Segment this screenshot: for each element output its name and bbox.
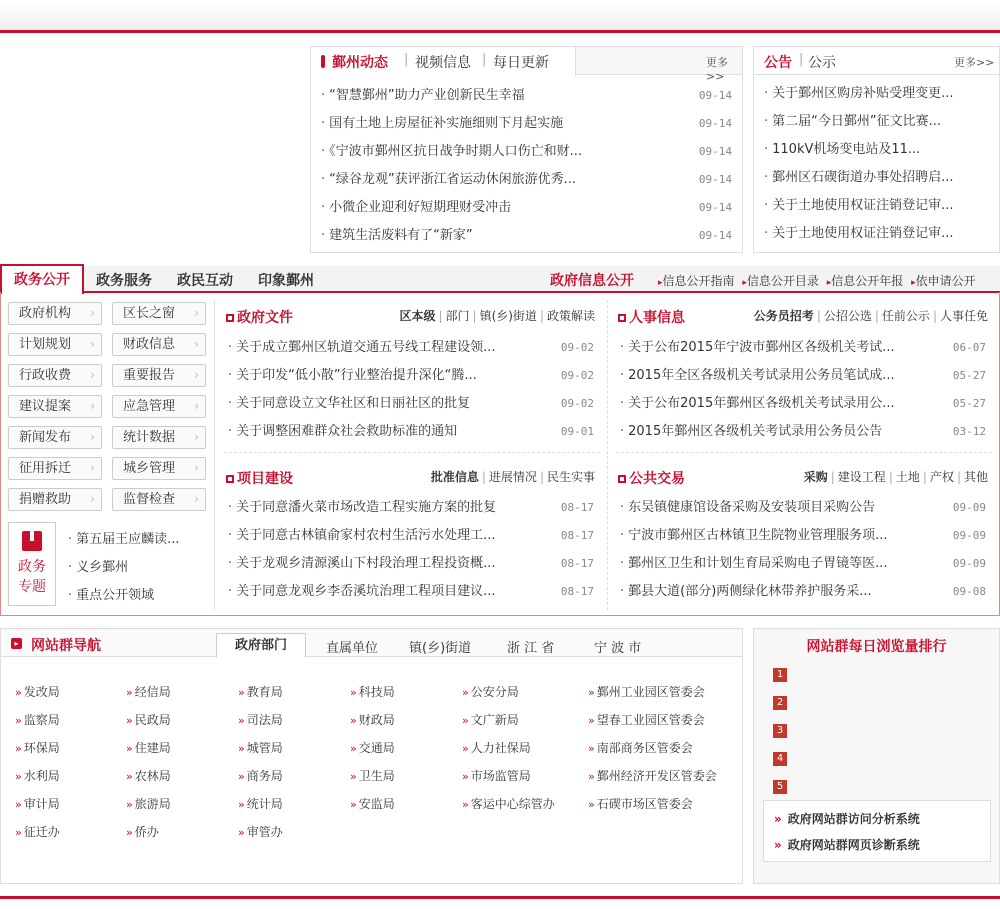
news-more-link[interactable]: 更多>> bbox=[706, 56, 728, 83]
tab-nav-towns[interactable]: 镇(乡)街道 bbox=[409, 641, 472, 656]
site-nav-icon: ▸ bbox=[11, 638, 22, 649]
site-link[interactable]: » 水利局 bbox=[15, 767, 60, 784]
hr-row[interactable] bbox=[610, 334, 996, 362]
section-title-docs[interactable] bbox=[226, 307, 293, 327]
doc-row[interactable] bbox=[218, 334, 604, 362]
section-title-trade[interactable] bbox=[618, 468, 685, 488]
ranking-link[interactable] bbox=[774, 836, 920, 853]
news-row[interactable] bbox=[311, 110, 742, 138]
double-chevron-icon: » bbox=[774, 838, 782, 852]
square-icon bbox=[226, 475, 234, 483]
square-icon bbox=[618, 314, 626, 322]
hr-date: 05-27 bbox=[952, 397, 986, 410]
category-label: 应急管理 bbox=[123, 399, 176, 414]
site-link[interactable]: » 石碶市场区管委会 bbox=[588, 795, 693, 812]
ranking-link[interactable] bbox=[774, 810, 920, 827]
sublink[interactable]: 政策解读 bbox=[546, 309, 595, 323]
trade-date: 09-09 bbox=[952, 501, 986, 514]
site-link[interactable]: » 客运中心综管办 bbox=[462, 795, 555, 812]
category-label: 重要报告 bbox=[123, 368, 176, 383]
category-button[interactable] bbox=[112, 364, 206, 387]
site-link[interactable]: » 审计局 bbox=[15, 795, 60, 812]
section-title-text: 项目建设 bbox=[237, 471, 293, 487]
chevron-right-icon: › bbox=[90, 430, 95, 444]
site-link[interactable]: » 审管办 bbox=[238, 823, 283, 840]
site-link[interactable]: » 经信局 bbox=[126, 683, 171, 700]
sublink[interactable]: 公招公选 bbox=[823, 309, 872, 323]
notice-row[interactable] bbox=[754, 164, 999, 192]
vertical-divider bbox=[214, 300, 215, 610]
hr-row[interactable] bbox=[610, 418, 996, 446]
notice-title[interactable]: · 第二届“今日鄞州”征文比赛... bbox=[764, 108, 989, 136]
site-link[interactable]: » 环保局 bbox=[15, 739, 60, 756]
news-title[interactable]: · 国有土地上房屋征补实施细则下月起实施 bbox=[321, 110, 641, 138]
category-button[interactable] bbox=[112, 302, 206, 325]
project-title[interactable]: · 关于同意古林镇俞家村农村生活污水处理工... bbox=[228, 522, 528, 550]
site-nav-grid bbox=[1, 679, 742, 879]
site-link[interactable]: » 教育局 bbox=[238, 683, 283, 700]
rank-number: 2 bbox=[773, 696, 787, 710]
gov-info-links bbox=[658, 272, 976, 289]
news-title[interactable]: · “绿谷龙观”获评浙江省运动休闲旅游优秀... bbox=[321, 166, 641, 194]
tab-gov-interaction[interactable]: 政民互动 bbox=[177, 273, 233, 289]
site-nav-title: 网站群导航 bbox=[31, 638, 101, 654]
site-link[interactable]: » 交通局 bbox=[350, 739, 395, 756]
section-title-projects[interactable] bbox=[226, 468, 293, 488]
hr-title[interactable]: · 2015年鄞州区各级机关考试录用公务员公告 bbox=[620, 418, 920, 446]
chevron-right-icon: › bbox=[90, 399, 95, 413]
site-link[interactable]: » 监察局 bbox=[15, 711, 60, 728]
trade-row[interactable] bbox=[610, 494, 996, 522]
category-button[interactable] bbox=[8, 333, 102, 356]
category-button[interactable] bbox=[8, 488, 102, 511]
site-link[interactable]: » 民政局 bbox=[126, 711, 171, 728]
site-link[interactable]: » 卫生局 bbox=[350, 767, 395, 784]
tab-nav-departments[interactable]: 政府部门 bbox=[216, 633, 306, 658]
sublink[interactable]: 建设工程 bbox=[837, 470, 886, 484]
hr-title[interactable]: · 关于公布2015年鄞州区各级机关考试录用公... bbox=[620, 390, 920, 418]
arrow-icon: ▸ bbox=[742, 278, 747, 288]
section-title-text: 公共交易 bbox=[629, 471, 685, 487]
info-link[interactable]: 信息公开目录 bbox=[746, 274, 819, 288]
special-link[interactable]: · 第五届王应麟读... bbox=[68, 528, 180, 547]
section-title-text: 政府文件 bbox=[237, 310, 293, 326]
doc-date: 09-02 bbox=[560, 341, 594, 354]
sublink[interactable]: 人事任免 bbox=[939, 309, 988, 323]
site-link[interactable]: » 住建局 bbox=[126, 739, 171, 756]
rank-number: 1 bbox=[773, 668, 787, 682]
project-row[interactable] bbox=[218, 578, 604, 606]
chevron-right-icon: › bbox=[194, 368, 199, 382]
news-date: 09-14 bbox=[698, 145, 732, 158]
chevron-right-icon: › bbox=[194, 492, 199, 506]
hr-row[interactable] bbox=[610, 390, 996, 418]
notice-box bbox=[753, 46, 1000, 253]
sublink[interactable]: 采购 bbox=[803, 470, 828, 484]
chevron-right-icon: › bbox=[90, 368, 95, 382]
doc-row[interactable] bbox=[218, 362, 604, 390]
notice-row[interactable] bbox=[754, 80, 999, 108]
tab-nav-affiliates[interactable]: 直属单位 bbox=[326, 641, 379, 656]
chevron-right-icon: › bbox=[194, 399, 199, 413]
section-title-text: 人事信息 bbox=[629, 310, 685, 326]
news-title[interactable]: · 小微企业迎利好短期理财受冲击 bbox=[321, 194, 641, 222]
special-topic-label: 专题 bbox=[18, 579, 46, 595]
horizontal-divider bbox=[616, 452, 992, 453]
rank-number: 4 bbox=[773, 752, 787, 766]
special-link[interactable]: · 义乡鄞州 bbox=[68, 556, 128, 575]
hr-date: 06-07 bbox=[952, 341, 986, 354]
project-title[interactable]: · 关于龙观乡清源溪山下村段治理工程投资概... bbox=[228, 550, 528, 578]
hr-date: 05-27 bbox=[952, 369, 986, 382]
trade-links: 采购 | 建设工程 | 土地 | 产权 | 其他 bbox=[803, 470, 988, 484]
sublink[interactable]: 镇(乡)街道 bbox=[479, 309, 537, 323]
site-link[interactable]: » 科技局 bbox=[350, 683, 395, 700]
category-button[interactable] bbox=[112, 426, 206, 449]
special-topic-label: 政务 bbox=[18, 559, 46, 575]
news-row[interactable] bbox=[311, 194, 742, 222]
category-label: 捐赠救助 bbox=[19, 492, 72, 507]
hr-title[interactable]: · 关于公布2015年宁波市鄞州区各级机关考试... bbox=[620, 334, 920, 362]
sublink[interactable]: 任前公示 bbox=[881, 309, 930, 323]
rank-number: 5 bbox=[773, 780, 787, 794]
project-row[interactable] bbox=[218, 494, 604, 522]
trade-date: 09-09 bbox=[952, 557, 986, 570]
news-date: 09-14 bbox=[698, 201, 732, 214]
trade-date: 09-08 bbox=[952, 585, 986, 598]
chevron-right-icon: › bbox=[194, 337, 199, 351]
notice-row[interactable] bbox=[754, 108, 999, 136]
news-row[interactable] bbox=[311, 138, 742, 166]
category-button[interactable] bbox=[8, 395, 102, 418]
project-row[interactable] bbox=[218, 550, 604, 578]
chevron-right-icon: › bbox=[90, 492, 95, 506]
category-label: 行政收费 bbox=[19, 368, 72, 383]
trade-title[interactable]: · 鄞州区卫生和计划生育局采购电子胃镜等医... bbox=[620, 550, 920, 578]
category-button[interactable] bbox=[112, 395, 206, 418]
tab-news-daily[interactable]: 每日更新 bbox=[493, 55, 549, 71]
project-date: 08-17 bbox=[560, 585, 594, 598]
sublink[interactable]: 区本级 bbox=[399, 309, 436, 323]
site-link[interactable]: » 征迁办 bbox=[15, 823, 60, 840]
top-red-line bbox=[0, 30, 1000, 33]
book-icon bbox=[22, 531, 42, 551]
ranking-links-box bbox=[763, 800, 991, 862]
category-button[interactable] bbox=[8, 426, 102, 449]
sublink[interactable]: 进展情况 bbox=[488, 470, 537, 484]
doc-date: 09-02 bbox=[560, 369, 594, 382]
sublink[interactable]: 产权 bbox=[929, 470, 954, 484]
news-row[interactable] bbox=[311, 166, 742, 194]
tab-nav-ningbo[interactable]: 宁 波 市 bbox=[594, 641, 642, 656]
info-link[interactable]: 信息公开年报 bbox=[831, 274, 904, 288]
news-row[interactable] bbox=[311, 82, 742, 110]
news-box bbox=[310, 46, 743, 253]
info-link[interactable]: 信息公开指南 bbox=[662, 274, 735, 288]
news-row[interactable] bbox=[311, 222, 742, 250]
projects-list bbox=[218, 494, 604, 606]
site-link[interactable]: » 商务局 bbox=[238, 767, 283, 784]
gov-info-title[interactable]: 政府信息公开 bbox=[550, 273, 634, 289]
trade-row[interactable] bbox=[610, 522, 996, 550]
site-link[interactable]: » 市场监管局 bbox=[462, 767, 531, 784]
notice-title[interactable]: · 鄞州区石碶街道办事处招聘启... bbox=[764, 164, 989, 192]
news-title[interactable]: · “智慧鄞州”助力产业创新民生幸福 bbox=[321, 82, 641, 110]
category-button[interactable] bbox=[8, 364, 102, 387]
notice-list bbox=[754, 80, 999, 248]
notice-title[interactable]: · 关于鄞州区购房补贴受理变更... bbox=[764, 80, 989, 108]
category-button[interactable] bbox=[112, 488, 206, 511]
project-title[interactable]: · 关于同意龙观乡李岙溪坑治理工程项目建议... bbox=[228, 578, 528, 606]
sublink[interactable]: 其他 bbox=[963, 470, 988, 484]
ranking-link-label: 政府网站群访问分析系统 bbox=[787, 812, 920, 826]
category-label: 监督检查 bbox=[123, 492, 176, 507]
site-link[interactable]: » 司法局 bbox=[238, 711, 283, 728]
horizontal-divider bbox=[224, 452, 600, 453]
tab-nav-zhejiang[interactable]: 浙 江 省 bbox=[507, 641, 555, 656]
double-chevron-icon: » bbox=[774, 812, 782, 826]
trade-title[interactable]: · 鄞县大道(部分)两侧绿化林带养护服务采... bbox=[620, 578, 920, 606]
ranking-link-label: 政府网站群网页诊断系统 bbox=[787, 838, 920, 852]
news-date: 09-14 bbox=[698, 89, 732, 102]
projects-links: 批准信息 | 进展情况 | 民生实事 bbox=[430, 470, 595, 484]
doc-row[interactable] bbox=[218, 390, 604, 418]
docs-links: 区本级 | 部门 | 镇(乡)街道 | 政策解读 bbox=[399, 309, 595, 323]
site-link[interactable]: » 侨办 bbox=[126, 823, 159, 840]
site-link[interactable]: » 城管局 bbox=[238, 739, 283, 756]
news-date: 09-14 bbox=[698, 229, 732, 242]
site-link[interactable]: » 安监局 bbox=[350, 795, 395, 812]
notice-row[interactable] bbox=[754, 220, 999, 248]
notice-title[interactable]: · 110kV机场变电站及11... bbox=[764, 136, 989, 164]
doc-row[interactable] bbox=[218, 418, 604, 446]
ranking-box bbox=[753, 628, 1000, 884]
info-link[interactable]: 依申请公开 bbox=[915, 274, 976, 288]
docs-list bbox=[218, 334, 604, 446]
category-label: 政府机构 bbox=[19, 306, 72, 321]
sublink[interactable]: 批准信息 bbox=[430, 470, 479, 484]
notice-more-link[interactable]: 更多>> bbox=[954, 56, 995, 69]
news-tab-marker bbox=[321, 55, 325, 68]
notice-title[interactable]: · 关于土地使用权证注销登记审... bbox=[764, 192, 989, 220]
site-link[interactable]: » 鄞州工业园区管委会 bbox=[588, 683, 705, 700]
news-title[interactable]: · 建筑生活废料有了“新家” bbox=[321, 222, 641, 250]
category-button[interactable] bbox=[8, 457, 102, 480]
tab-news-video[interactable]: 视频信息 bbox=[415, 55, 471, 71]
project-title[interactable]: · 关于同意潘火菜市场改造工程实施方案的批复 bbox=[228, 494, 528, 522]
doc-title[interactable]: · 关于印发“低小散”行业整治提升深化“腾... bbox=[228, 362, 528, 390]
tab-gov-public[interactable]: 政务公开 bbox=[0, 264, 84, 294]
category-label: 新闻发布 bbox=[19, 430, 72, 445]
hr-title[interactable]: · 2015年全区各级机关考试录用公务员笔试成... bbox=[620, 362, 920, 390]
news-tab-sep: | bbox=[482, 52, 487, 67]
arrow-icon: ▸ bbox=[658, 278, 663, 288]
chevron-right-icon: › bbox=[90, 306, 95, 320]
doc-title[interactable]: · 关于成立鄞州区轨道交通五号线工程建设领... bbox=[228, 334, 528, 362]
site-link[interactable]: » 农林局 bbox=[126, 767, 171, 784]
category-label: 建议提案 bbox=[19, 399, 72, 414]
site-link[interactable]: » 统计局 bbox=[238, 795, 283, 812]
hr-links: 公务员招考 | 公招公选 | 任前公示 | 人事任免 bbox=[753, 309, 988, 323]
category-button[interactable] bbox=[112, 333, 206, 356]
project-date: 08-17 bbox=[560, 529, 594, 542]
ranking-title: 网站群每日浏览量排行 bbox=[806, 639, 947, 655]
category-button[interactable] bbox=[112, 457, 206, 480]
category-label: 城乡管理 bbox=[123, 461, 176, 476]
top-band bbox=[0, 0, 1000, 31]
arrow-icon: ▸ bbox=[911, 278, 916, 288]
trade-row[interactable] bbox=[610, 550, 996, 578]
category-label: 计划规划 bbox=[19, 337, 72, 352]
notice-row[interactable] bbox=[754, 192, 999, 220]
vertical-divider bbox=[607, 300, 608, 610]
tab-notice[interactable]: 公告 bbox=[764, 55, 792, 71]
sublink[interactable]: 公务员招考 bbox=[753, 309, 814, 323]
notice-row[interactable] bbox=[754, 136, 999, 164]
trade-title[interactable]: · 宁波市鄞州区古林镇卫生院物业管理服务项... bbox=[620, 522, 920, 550]
hr-row[interactable] bbox=[610, 362, 996, 390]
hr-date: 03-12 bbox=[952, 425, 986, 438]
doc-date: 09-02 bbox=[560, 397, 594, 410]
sublink[interactable]: 民生实事 bbox=[546, 470, 595, 484]
site-link[interactable]: » 财政局 bbox=[350, 711, 395, 728]
section-title-hr[interactable] bbox=[618, 307, 685, 327]
tab-news-yinzhou[interactable]: 鄞州动态 bbox=[332, 55, 388, 71]
site-link[interactable]: » 鄞州经济开发区管委会 bbox=[588, 767, 717, 784]
notice-tab-sep: | bbox=[799, 52, 804, 67]
site-link[interactable]: » 发改局 bbox=[15, 683, 60, 700]
news-tab-sep: | bbox=[404, 52, 409, 67]
doc-title[interactable]: · 关于同意设立文华社区和日丽社区的批复 bbox=[228, 390, 528, 418]
doc-date: 09-01 bbox=[560, 425, 594, 438]
project-date: 08-17 bbox=[560, 557, 594, 570]
chevron-right-icon: › bbox=[90, 461, 95, 475]
arrow-icon: ▸ bbox=[826, 278, 832, 288]
project-row[interactable] bbox=[218, 522, 604, 550]
news-date: 09-14 bbox=[698, 173, 732, 186]
sublink[interactable]: 土地 bbox=[895, 470, 920, 484]
square-icon bbox=[226, 314, 234, 322]
tab-gov-service[interactable]: 政务服务 bbox=[96, 273, 152, 289]
news-title[interactable]: · 《宁波市鄞州区抗日战争时期人口伤亡和财... bbox=[321, 138, 641, 166]
chevron-right-icon: › bbox=[194, 430, 199, 444]
trade-list bbox=[610, 494, 996, 606]
tab-publicity[interactable]: 公示 bbox=[808, 55, 836, 71]
special-topic-button[interactable] bbox=[8, 522, 56, 606]
tab-gov-impression[interactable]: 印象鄞州 bbox=[258, 273, 314, 289]
rank-number: 3 bbox=[773, 724, 787, 738]
notice-title[interactable]: · 关于土地使用权证注销登记审... bbox=[764, 220, 989, 248]
sublink[interactable]: 部门 bbox=[445, 309, 470, 323]
site-nav-box bbox=[0, 628, 743, 884]
bottom-red-line bbox=[0, 896, 1000, 899]
trade-row[interactable] bbox=[610, 578, 996, 606]
trade-date: 09-09 bbox=[952, 529, 986, 542]
doc-title[interactable]: · 关于调整困难群众社会救助标准的通知 bbox=[228, 418, 528, 446]
chevron-right-icon: › bbox=[90, 337, 95, 351]
news-list bbox=[311, 82, 742, 250]
site-link[interactable]: » 人力社保局 bbox=[462, 739, 531, 756]
site-link[interactable]: » 公安分局 bbox=[462, 683, 519, 700]
chevron-right-icon: › bbox=[194, 461, 199, 475]
category-label: 统计数据 bbox=[123, 430, 176, 445]
category-label: 财政信息 bbox=[123, 337, 176, 352]
project-date: 08-17 bbox=[560, 501, 594, 514]
news-date: 09-14 bbox=[698, 117, 732, 130]
category-label: 区长之窗 bbox=[123, 306, 176, 321]
category-label: 征用拆迁 bbox=[19, 461, 72, 476]
hr-list bbox=[610, 334, 996, 446]
site-link[interactable]: » 文广新局 bbox=[462, 711, 519, 728]
site-link[interactable]: » 南部商务区管委会 bbox=[588, 739, 693, 756]
category-button[interactable] bbox=[8, 302, 102, 325]
site-link[interactable]: » 望春工业园区管委会 bbox=[588, 711, 705, 728]
chevron-right-icon: › bbox=[194, 306, 199, 320]
site-link[interactable]: » 旅游局 bbox=[126, 795, 171, 812]
trade-title[interactable]: · 东吴镇健康馆设备采购及安装项目采购公告 bbox=[620, 494, 920, 522]
square-icon bbox=[618, 475, 626, 483]
special-link[interactable]: · 重点公开领域 bbox=[68, 584, 154, 603]
